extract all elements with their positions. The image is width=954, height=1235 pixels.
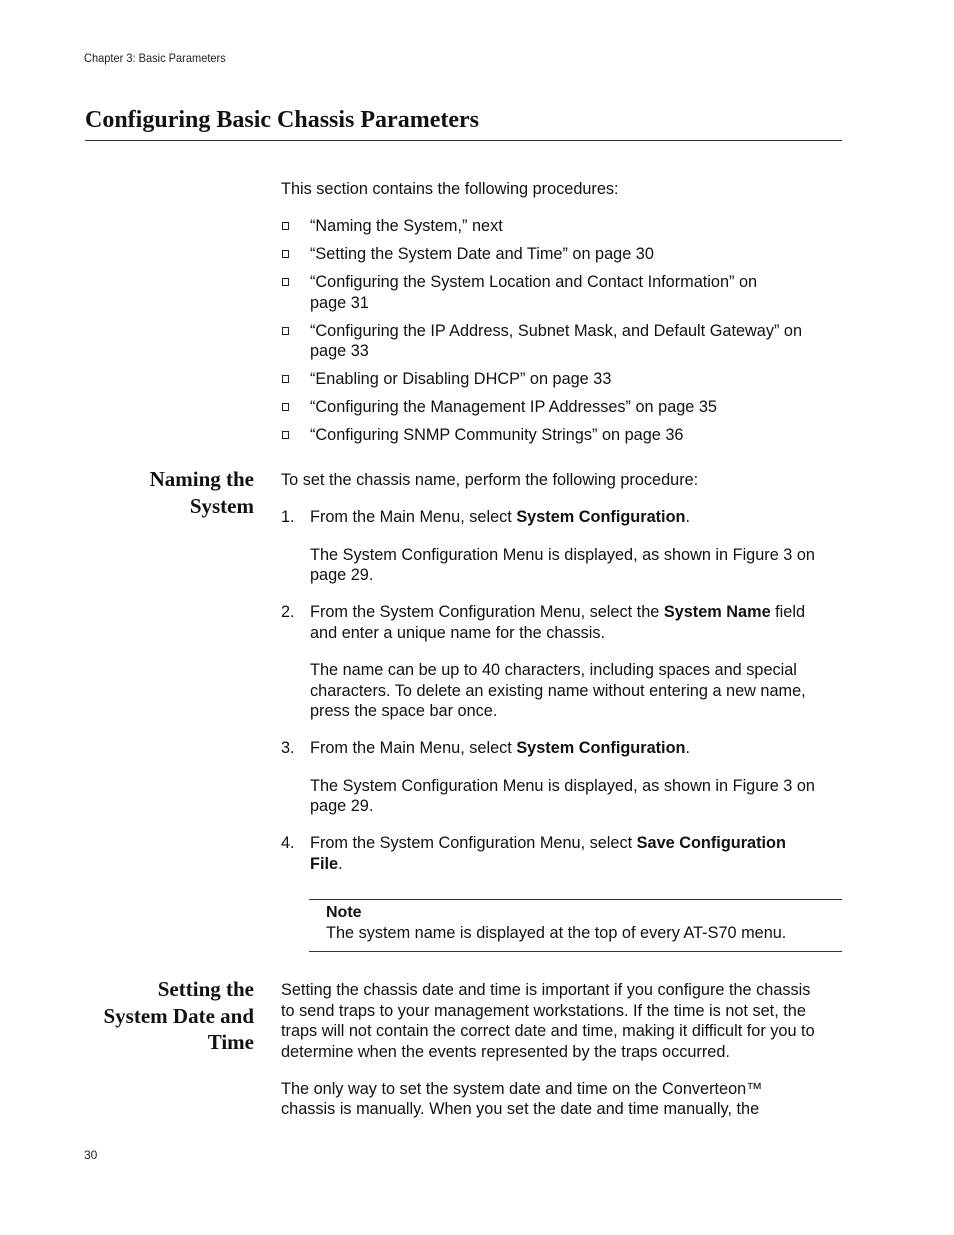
- checkbox-bullet-icon: [282, 250, 289, 258]
- datetime-heading-line: Time: [207, 1030, 254, 1054]
- procedure-link[interactable]: “Configuring the IP Address, Subnet Mask, and Default Gateway” on: [310, 321, 803, 340]
- datetime-paragraph: Setting the chassis date and time is important if you configure the chassis to send traps to your management workstations. If the time is not set, the traps will not contain the correct date and time, making it difficult for you to determine when the events represented by the traps occurred.: [281, 981, 815, 1061]
- list-item: [281, 244, 843, 265]
- list-item: [281, 321, 843, 362]
- procedure-link-cont[interactable]: page 33: [310, 342, 369, 360]
- note-label: Note: [326, 904, 362, 921]
- datetime-body: [281, 980, 843, 1120]
- list-item: [281, 369, 843, 390]
- note-box: [309, 899, 842, 952]
- step-result: The name can be up to 40 characters, including spaces and special characters. To delete an existing name without entering a new name, press the space bar once.: [310, 661, 806, 720]
- checkbox-bullet-icon: [282, 327, 289, 335]
- step-text: From the System Configuration Menu, select the System Name field and enter a unique name for the chassis.: [310, 603, 806, 642]
- menu-option: System Name: [663, 603, 771, 621]
- step-text: From the Main Menu, select System Configuration.: [310, 739, 691, 757]
- menu-option-cont: File: [310, 854, 339, 873]
- procedure-link[interactable]: “Naming the System,” next: [310, 217, 503, 235]
- naming-steps: [281, 507, 843, 874]
- naming-intro: To set the chassis name, perform the following procedure:: [281, 471, 699, 489]
- step-result: The System Configuration Menu is displayed, as shown in Figure 3 on page 29.: [310, 776, 815, 815]
- naming-heading: [150, 466, 254, 519]
- list-item: [281, 216, 843, 237]
- naming-heading-line: System: [189, 493, 254, 518]
- datetime-heading: [104, 976, 255, 1056]
- title-rule: [85, 140, 842, 141]
- datetime-heading-line: System Date and: [103, 1003, 254, 1028]
- step-number: 1.: [281, 508, 295, 526]
- menu-option: System Configuration: [516, 508, 686, 526]
- note-text: The system name is displayed at the top of every AT-S70 menu.: [326, 924, 787, 942]
- datetime-paragraph: The only way to set the system date and time on the Converteon™ chassis is manually. When you set the date and time manually, the: [281, 1079, 763, 1118]
- naming-heading-line: Naming the: [149, 467, 254, 491]
- step-text: From the Main Menu, select System Configuration.: [310, 508, 691, 526]
- procedures-block: [281, 179, 843, 453]
- datetime-heading-line: Setting the: [157, 977, 254, 1001]
- list-item: [281, 425, 843, 446]
- menu-option: Save Configuration: [636, 834, 786, 852]
- naming-body: [281, 470, 843, 874]
- checkbox-bullet-icon: [282, 278, 289, 286]
- procedure-link[interactable]: “Setting the System Date and Time” on page 30: [310, 245, 654, 263]
- page-number: 30: [84, 1148, 98, 1162]
- procedure-link[interactable]: “Configuring the System Location and Contact Information” on: [310, 273, 758, 291]
- list-item: [281, 272, 843, 313]
- procedure-list: [281, 216, 843, 446]
- procedure-link[interactable]: “Enabling or Disabling DHCP” on page 33: [310, 370, 612, 388]
- section-intro: This section contains the following procedures:: [281, 180, 619, 198]
- step-number: 4.: [281, 834, 295, 852]
- step-text: From the System Configuration Menu, select Save Configuration File.: [310, 834, 786, 873]
- list-item: [281, 397, 843, 418]
- running-head: Chapter 3: Basic Parameters: [84, 51, 226, 65]
- procedure-link[interactable]: “Configuring SNMP Community Strings” on page 36: [310, 426, 684, 444]
- step-number: 2.: [281, 603, 295, 621]
- step-item: [281, 738, 843, 817]
- checkbox-bullet-icon: [282, 222, 289, 230]
- menu-option: System Configuration: [516, 739, 686, 757]
- step-number: 3.: [281, 739, 295, 757]
- checkbox-bullet-icon: [282, 375, 289, 383]
- step-item: [281, 507, 843, 586]
- procedure-link[interactable]: “Configuring the Management IP Addresses” on page 35: [310, 398, 717, 416]
- checkbox-bullet-icon: [282, 431, 289, 439]
- step-result: The System Configuration Menu is displayed, as shown in Figure 3 on page 29.: [310, 545, 815, 584]
- procedure-link-cont[interactable]: page 31: [310, 293, 369, 312]
- checkbox-bullet-icon: [282, 403, 289, 411]
- step-item: [281, 833, 843, 874]
- step-item: [281, 602, 843, 722]
- page-title: Configuring Basic Chassis Parameters: [85, 107, 479, 133]
